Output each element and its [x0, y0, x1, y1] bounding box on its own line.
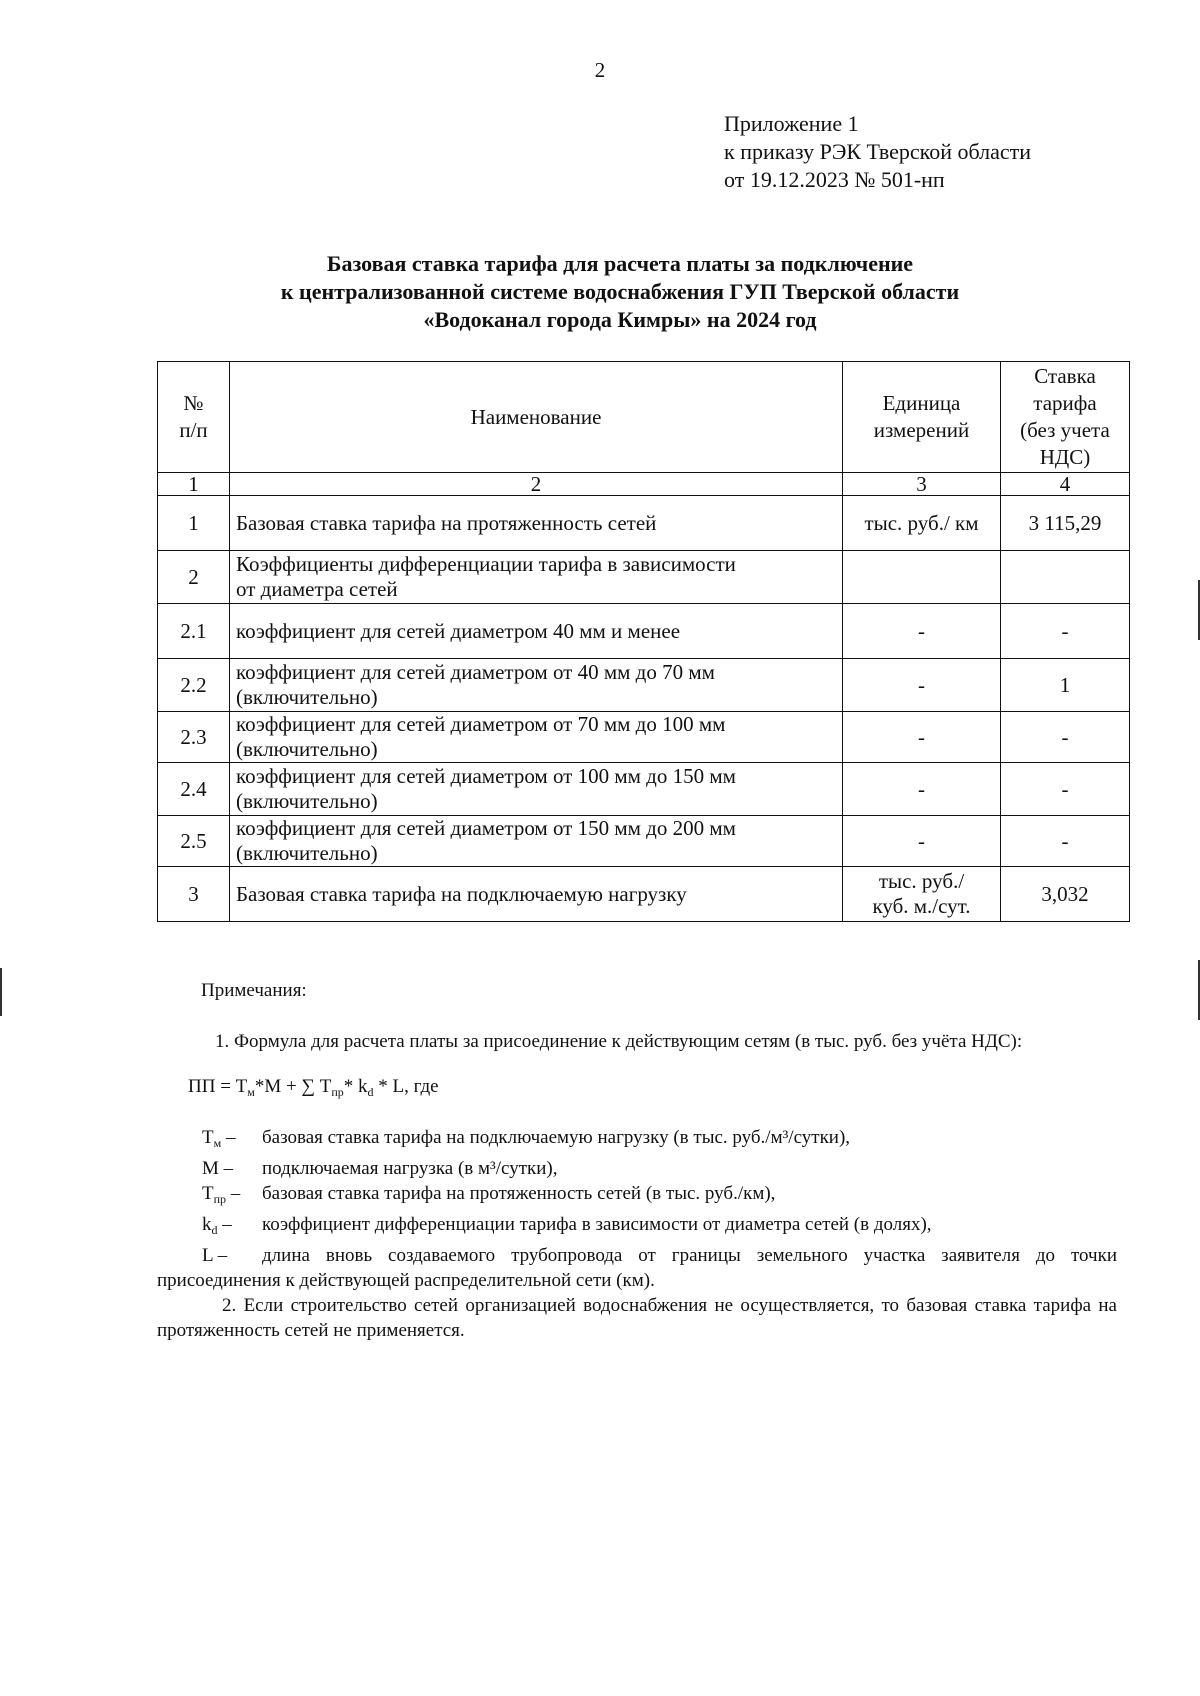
row-name: Базовая ставка тарифа на подключаемую нагрузку — [230, 867, 843, 922]
row-number: 2.3 — [158, 712, 230, 763]
dash: – — [226, 1183, 241, 1204]
definition-symbol: L – — [202, 1245, 228, 1266]
row-name: Базовая ставка тарифа на протяженность сетей — [230, 496, 843, 551]
row-number: 2.1 — [158, 604, 230, 659]
row-name-line-2: (включительно) — [236, 685, 378, 709]
row-unit: - — [843, 604, 1001, 659]
tariff-table — [157, 361, 1130, 922]
appendix-line-2: к приказу РЭК Тверской области — [724, 139, 1032, 164]
dash: – — [221, 1127, 236, 1148]
symbol-subscript: пр — [213, 1192, 227, 1206]
row-name-line-2: от диаметра сетей — [236, 577, 398, 601]
row-unit: тыс. руб./ км — [843, 496, 1001, 551]
symbol: Т — [202, 1183, 214, 1204]
row-unit-line-1: тыс. руб./ — [878, 869, 965, 893]
column-number-row — [158, 473, 1130, 496]
formula-subscript: d — [367, 1085, 374, 1099]
table-row — [158, 763, 1130, 816]
header-unit-line-1: Единица — [882, 391, 961, 415]
column-number: 3 — [843, 473, 1001, 496]
header-rate-line-1: Ставка — [1034, 364, 1096, 388]
formula — [188, 1074, 1117, 1105]
dash: – — [217, 1214, 232, 1235]
definition-symbol — [202, 1125, 262, 1156]
row-name-line-2: (включительно) — [236, 841, 378, 865]
row-name-line-1: Коэффициенты дифференциации тарифа в зависимости — [236, 552, 736, 576]
table-row — [158, 712, 1130, 763]
definition-text: длина вновь создаваемого трубопровода от границы земельного участка заявителя до точки присоединения к действующей распределительной сети (км). — [157, 1245, 1117, 1291]
header-rate — [1001, 362, 1130, 473]
row-number: 2 — [158, 551, 230, 604]
definition-text: коэффициент дифференциации тарифа в зависимости от диаметра сетей (в долях), — [262, 1214, 932, 1235]
formula-subscript: пр — [331, 1085, 344, 1099]
symbol: Т — [202, 1127, 214, 1148]
formula-part: * k — [343, 1076, 368, 1097]
header-name: Наименование — [230, 362, 843, 473]
row-unit-line-2: куб. м./сут. — [872, 894, 971, 918]
symbol-subscript: м — [213, 1136, 222, 1150]
row-rate: - — [1001, 816, 1130, 867]
header-unit-line-2: измерений — [873, 418, 970, 442]
document-title — [120, 250, 1120, 334]
formula-subscript: м — [247, 1085, 255, 1099]
definition-item-length — [157, 1243, 1117, 1293]
table-row — [158, 867, 1130, 922]
table-row — [158, 496, 1130, 551]
note-paragraph-2: 2. Если строительство сетей организацией водоснабжения не осуществляется, то базовая ставка тарифа на протяженность сетей не применяется. — [157, 1295, 1117, 1341]
row-name-line-2: (включительно) — [236, 737, 378, 761]
definition-text: базовая ставка тарифа на подключаемую нагрузку (в тыс. руб./м³/сутки), — [262, 1127, 851, 1148]
row-name — [230, 763, 843, 816]
row-name-line-1: коэффициент для сетей диаметром от 150 мм до 200 мм — [236, 816, 736, 840]
row-number: 1 — [158, 496, 230, 551]
row-rate: - — [1001, 763, 1130, 816]
row-unit — [843, 551, 1001, 604]
row-unit: - — [843, 763, 1001, 816]
row-rate — [1001, 551, 1130, 604]
table-row — [158, 659, 1130, 712]
row-name: коэффициент для сетей диаметром 40 мм и менее — [230, 604, 843, 659]
row-unit: - — [843, 816, 1001, 867]
row-name — [230, 816, 843, 867]
column-number: 2 — [230, 473, 843, 496]
formula-part: * L, где — [373, 1076, 439, 1097]
row-rate: 3 115,29 — [1001, 496, 1130, 551]
header-rate-line-4: НДС) — [1039, 445, 1091, 469]
definition-item — [202, 1212, 1117, 1243]
definition-text: подключаемая нагрузка (в м³/сутки), — [262, 1158, 558, 1179]
header-unit — [843, 362, 1001, 473]
appendix-line-3: от 19.12.2023 № 501-нп — [724, 167, 945, 192]
row-number: 2.5 — [158, 816, 230, 867]
dash: – — [218, 1158, 234, 1179]
formula-definitions — [157, 1125, 1117, 1293]
row-name-line-1: коэффициент для сетей диаметром от 100 мм до 150 мм — [236, 764, 736, 788]
row-rate: 1 — [1001, 659, 1130, 712]
notes-section — [157, 978, 1117, 1343]
row-unit: - — [843, 659, 1001, 712]
title-line-2: к централизованной системе водоснабжения ГУП Тверской области — [280, 279, 960, 304]
row-name-line-2: (включительно) — [236, 789, 378, 813]
symbol: М — [202, 1158, 219, 1179]
row-rate: - — [1001, 712, 1130, 763]
note-paragraph-1: 1. Формула для расчета платы за присоединение к действующим сетям (в тыс. руб. без учёта НДС): — [215, 1031, 1023, 1052]
appendix-header — [724, 110, 1031, 194]
header-number-line-1: № — [183, 391, 204, 415]
table-row — [158, 604, 1130, 659]
column-number: 1 — [158, 473, 230, 496]
symbol-subscript: d — [211, 1223, 218, 1237]
formula-part: ПП = Т — [188, 1076, 248, 1097]
appendix-line-1: Приложение 1 — [724, 111, 859, 136]
formula-part: *М + ∑ Т — [254, 1076, 332, 1097]
definition-item — [202, 1181, 1117, 1212]
title-line-3: «Водоканал города Кимры» на 2024 год — [423, 307, 817, 332]
row-name — [230, 659, 843, 712]
page-number: 2 — [594, 58, 606, 82]
row-name — [230, 551, 843, 604]
definition-symbol — [202, 1156, 262, 1181]
symbol: k — [202, 1214, 212, 1235]
table-row — [158, 816, 1130, 867]
row-unit — [843, 867, 1001, 922]
header-rate-line-2: тарифа — [1033, 391, 1097, 415]
header-number-line-2: п/п — [179, 418, 208, 442]
row-name — [230, 712, 843, 763]
definition-item — [202, 1156, 1117, 1181]
row-name-line-1: коэффициент для сетей диаметром от 70 мм до 100 мм — [236, 712, 726, 736]
row-name-line-1: коэффициент для сетей диаметром от 40 мм до 70 мм — [236, 660, 715, 684]
row-rate: - — [1001, 604, 1130, 659]
notes-title: Примечания: — [201, 980, 307, 1001]
title-line-1: Базовая ставка тарифа для расчета платы за подключение — [326, 251, 914, 276]
definition-item — [202, 1125, 1117, 1156]
table-row — [158, 551, 1130, 604]
row-number: 2.2 — [158, 659, 230, 712]
row-number: 2.4 — [158, 763, 230, 816]
scan-edge-mark — [0, 968, 2, 1016]
table-header-row — [158, 362, 1130, 473]
column-number: 4 — [1001, 473, 1130, 496]
row-unit: - — [843, 712, 1001, 763]
header-rate-line-3: (без учета — [1020, 418, 1110, 442]
definition-text: базовая ставка тарифа на протяженность сетей (в тыс. руб./км), — [262, 1183, 776, 1204]
row-number: 3 — [158, 867, 230, 922]
definition-symbol — [202, 1212, 262, 1243]
row-rate: 3,032 — [1001, 867, 1130, 922]
header-number — [158, 362, 230, 473]
definition-symbol — [202, 1181, 262, 1212]
